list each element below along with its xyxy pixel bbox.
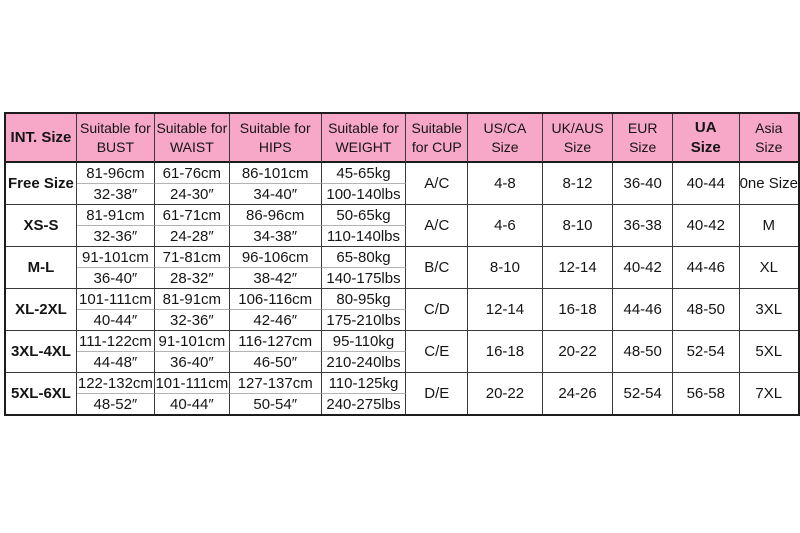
weight-lbs-cell: 140-175lbs xyxy=(322,268,407,289)
ukaus-cell: 8-12 xyxy=(543,163,614,205)
hips-cm-cell: 86-101cm xyxy=(230,163,322,184)
table-row xyxy=(6,247,798,268)
header-hips-line1: Suitable for xyxy=(239,120,311,137)
waist-in-cell: 32-36″ xyxy=(155,310,230,331)
bust-in-cell: 44-48″ xyxy=(77,352,155,373)
eur-cell: 40-42 xyxy=(613,247,673,289)
ua-cell: 56-58 xyxy=(673,373,740,414)
waist-cm-cell: 61-71cm xyxy=(155,205,230,226)
header-bust-line1: Suitable for xyxy=(79,120,151,137)
header-ukaus-line1: UK/AUS xyxy=(551,120,604,137)
table-row xyxy=(6,289,798,310)
size-cell: XL-2XL xyxy=(6,289,77,331)
waist-in-cell: 40-44″ xyxy=(155,394,230,414)
ukaus-cell: 24-26 xyxy=(543,373,614,414)
weight-kg-cell: 50-65kg xyxy=(322,205,407,226)
weight-kg-cell: 95-110kg xyxy=(322,331,407,352)
table-row xyxy=(6,331,798,352)
bust-in-cell: 32-38″ xyxy=(77,184,155,205)
weight-kg-cell: 45-65kg xyxy=(322,163,407,184)
bust-cm-cell: 81-96cm xyxy=(77,163,155,184)
header-weight-line2: WEIGHT xyxy=(335,138,392,155)
bust-in-cell: 32-36″ xyxy=(77,226,155,247)
header-int-size: INT. Size xyxy=(6,114,77,163)
waist-in-cell: 36-40″ xyxy=(155,352,230,373)
waist-in-cell: 24-30″ xyxy=(155,184,230,205)
weight-lbs-cell: 110-140lbs xyxy=(322,226,407,247)
weight-lbs-cell: 240-275lbs xyxy=(322,394,407,414)
cup-cell: D/E xyxy=(406,373,468,414)
header-waist-line1: Suitable for xyxy=(156,120,228,137)
hips-cm-cell: 86-96cm xyxy=(230,205,322,226)
bust-cm-cell: 81-91cm xyxy=(77,205,155,226)
header-ua-line1: UA xyxy=(694,119,717,136)
waist-cm-cell: 61-76cm xyxy=(155,163,230,184)
usca-cell: 16-18 xyxy=(468,331,542,373)
hips-cm-cell: 127-137cm xyxy=(230,373,322,394)
ukaus-cell: 12-14 xyxy=(543,247,614,289)
bust-in-cell: 48-52″ xyxy=(77,394,155,414)
header-asia-line2: Size xyxy=(755,138,783,155)
header-cup-line1: Suitable xyxy=(411,120,463,137)
eur-cell: 52-54 xyxy=(613,373,673,414)
header-cup-line2: for CUP xyxy=(411,138,462,155)
weight-lbs-cell: 175-210lbs xyxy=(322,310,407,331)
asia-cell: 5XL xyxy=(740,331,798,373)
hips-in-cell: 34-40″ xyxy=(230,184,322,205)
header-usca-line2: Size xyxy=(491,138,519,155)
header-ukaus-line2: Size xyxy=(563,138,592,155)
hips-in-cell: 42-46″ xyxy=(230,310,322,331)
hips-in-cell: 38-42″ xyxy=(230,268,322,289)
bust-cm-cell: 101-111cm xyxy=(77,289,155,310)
table-row xyxy=(6,163,798,184)
ua-cell: 52-54 xyxy=(673,331,740,373)
bust-cm-cell: 122-132cm xyxy=(77,373,155,394)
header-waist xyxy=(155,114,230,163)
ua-cell: 44-46 xyxy=(673,247,740,289)
header-cup xyxy=(406,114,468,163)
size-chart-table xyxy=(4,112,800,416)
header-eur-line2: Size xyxy=(629,138,657,155)
asia-cell: 0ne Size xyxy=(740,163,798,205)
cup-cell: C/E xyxy=(406,331,468,373)
header-row xyxy=(6,114,798,163)
eur-cell: 36-38 xyxy=(613,205,673,247)
header-bust-line2: BUST xyxy=(96,138,135,155)
header-eur-line1: EUR xyxy=(627,120,658,137)
hips-in-cell: 34-38″ xyxy=(230,226,322,247)
header-weight-line1: Suitable for xyxy=(328,120,399,137)
size-cell: XS-S xyxy=(6,205,77,247)
header-hips-line2: HIPS xyxy=(258,138,292,155)
waist-cm-cell: 91-101cm xyxy=(155,331,230,352)
size-chart xyxy=(4,112,800,416)
weight-kg-cell: 110-125kg xyxy=(322,373,407,394)
hips-in-cell: 50-54″ xyxy=(230,394,322,414)
bust-in-cell: 40-44″ xyxy=(77,310,155,331)
asia-cell: 3XL xyxy=(740,289,798,331)
header-usca xyxy=(468,114,542,163)
header-asia-line1: Asia xyxy=(755,120,783,137)
asia-cell: 7XL xyxy=(755,385,783,402)
table-row xyxy=(6,373,798,394)
header-ua xyxy=(673,114,740,163)
eur-cell: 36-40 xyxy=(613,163,673,205)
bust-cm-cell: 91-101cm xyxy=(77,247,155,268)
weight-kg-cell: 65-80kg xyxy=(322,247,407,268)
table-row xyxy=(6,205,798,226)
size-cell: 5XL-6XL xyxy=(6,373,77,414)
ukaus-cell: 8-10 xyxy=(543,205,614,247)
waist-in-cell: 24-28″ xyxy=(155,226,230,247)
usca-cell: 12-14 xyxy=(468,289,542,331)
weight-kg-cell: 80-95kg xyxy=(322,289,407,310)
waist-cm-cell: 71-81cm xyxy=(155,247,230,268)
ua-cell: 40-42 xyxy=(673,205,740,247)
waist-in-cell: 28-32″ xyxy=(155,268,230,289)
ua-cell: 48-50 xyxy=(673,289,740,331)
header-ua-line2: Size xyxy=(690,138,721,156)
header-ukaus xyxy=(543,114,614,163)
cup-cell: B/C xyxy=(406,247,468,289)
header-asia xyxy=(740,114,798,163)
ua-cell: 40-44 xyxy=(673,163,740,205)
header-waist-line2: WAIST xyxy=(169,138,214,155)
header-eur xyxy=(613,114,673,163)
cup-cell: A/C xyxy=(406,163,468,205)
weight-lbs-cell: 210-240lbs xyxy=(322,352,407,373)
usca-cell: 20-22 xyxy=(468,373,542,414)
asia-cell: M xyxy=(740,205,798,247)
hips-in-cell: 46-50″ xyxy=(230,352,322,373)
header-bust xyxy=(77,114,155,163)
waist-cm-cell: 101-111cm xyxy=(155,373,230,394)
header-hips xyxy=(230,114,322,163)
hips-cm-cell: 96-106cm xyxy=(230,247,322,268)
usca-cell: 4-6 xyxy=(468,205,542,247)
header-weight xyxy=(322,114,407,163)
hips-cm-cell: 116-127cm xyxy=(230,331,322,352)
size-cell: M-L xyxy=(6,247,77,289)
eur-cell: 48-50 xyxy=(613,331,673,373)
usca-cell: 8-10 xyxy=(468,247,542,289)
eur-cell: 44-46 xyxy=(613,289,673,331)
asia-cell: XL xyxy=(740,247,798,289)
size-cell: Free Size xyxy=(6,163,77,205)
weight-lbs-cell: 100-140lbs xyxy=(322,184,407,205)
waist-cm-cell: 81-91cm xyxy=(155,289,230,310)
bust-cm-cell: 111-122cm xyxy=(77,331,155,352)
ukaus-cell: 16-18 xyxy=(543,289,614,331)
cup-cell: A/C xyxy=(406,205,468,247)
ukaus-cell: 20-22 xyxy=(543,331,614,373)
size-cell: 3XL-4XL xyxy=(6,331,77,373)
cup-cell: C/D xyxy=(406,289,468,331)
usca-cell: 4-8 xyxy=(468,163,542,205)
header-usca-line1: US/CA xyxy=(483,120,527,137)
bust-in-cell: 36-40″ xyxy=(77,268,155,289)
hips-cm-cell: 106-116cm xyxy=(230,289,322,310)
